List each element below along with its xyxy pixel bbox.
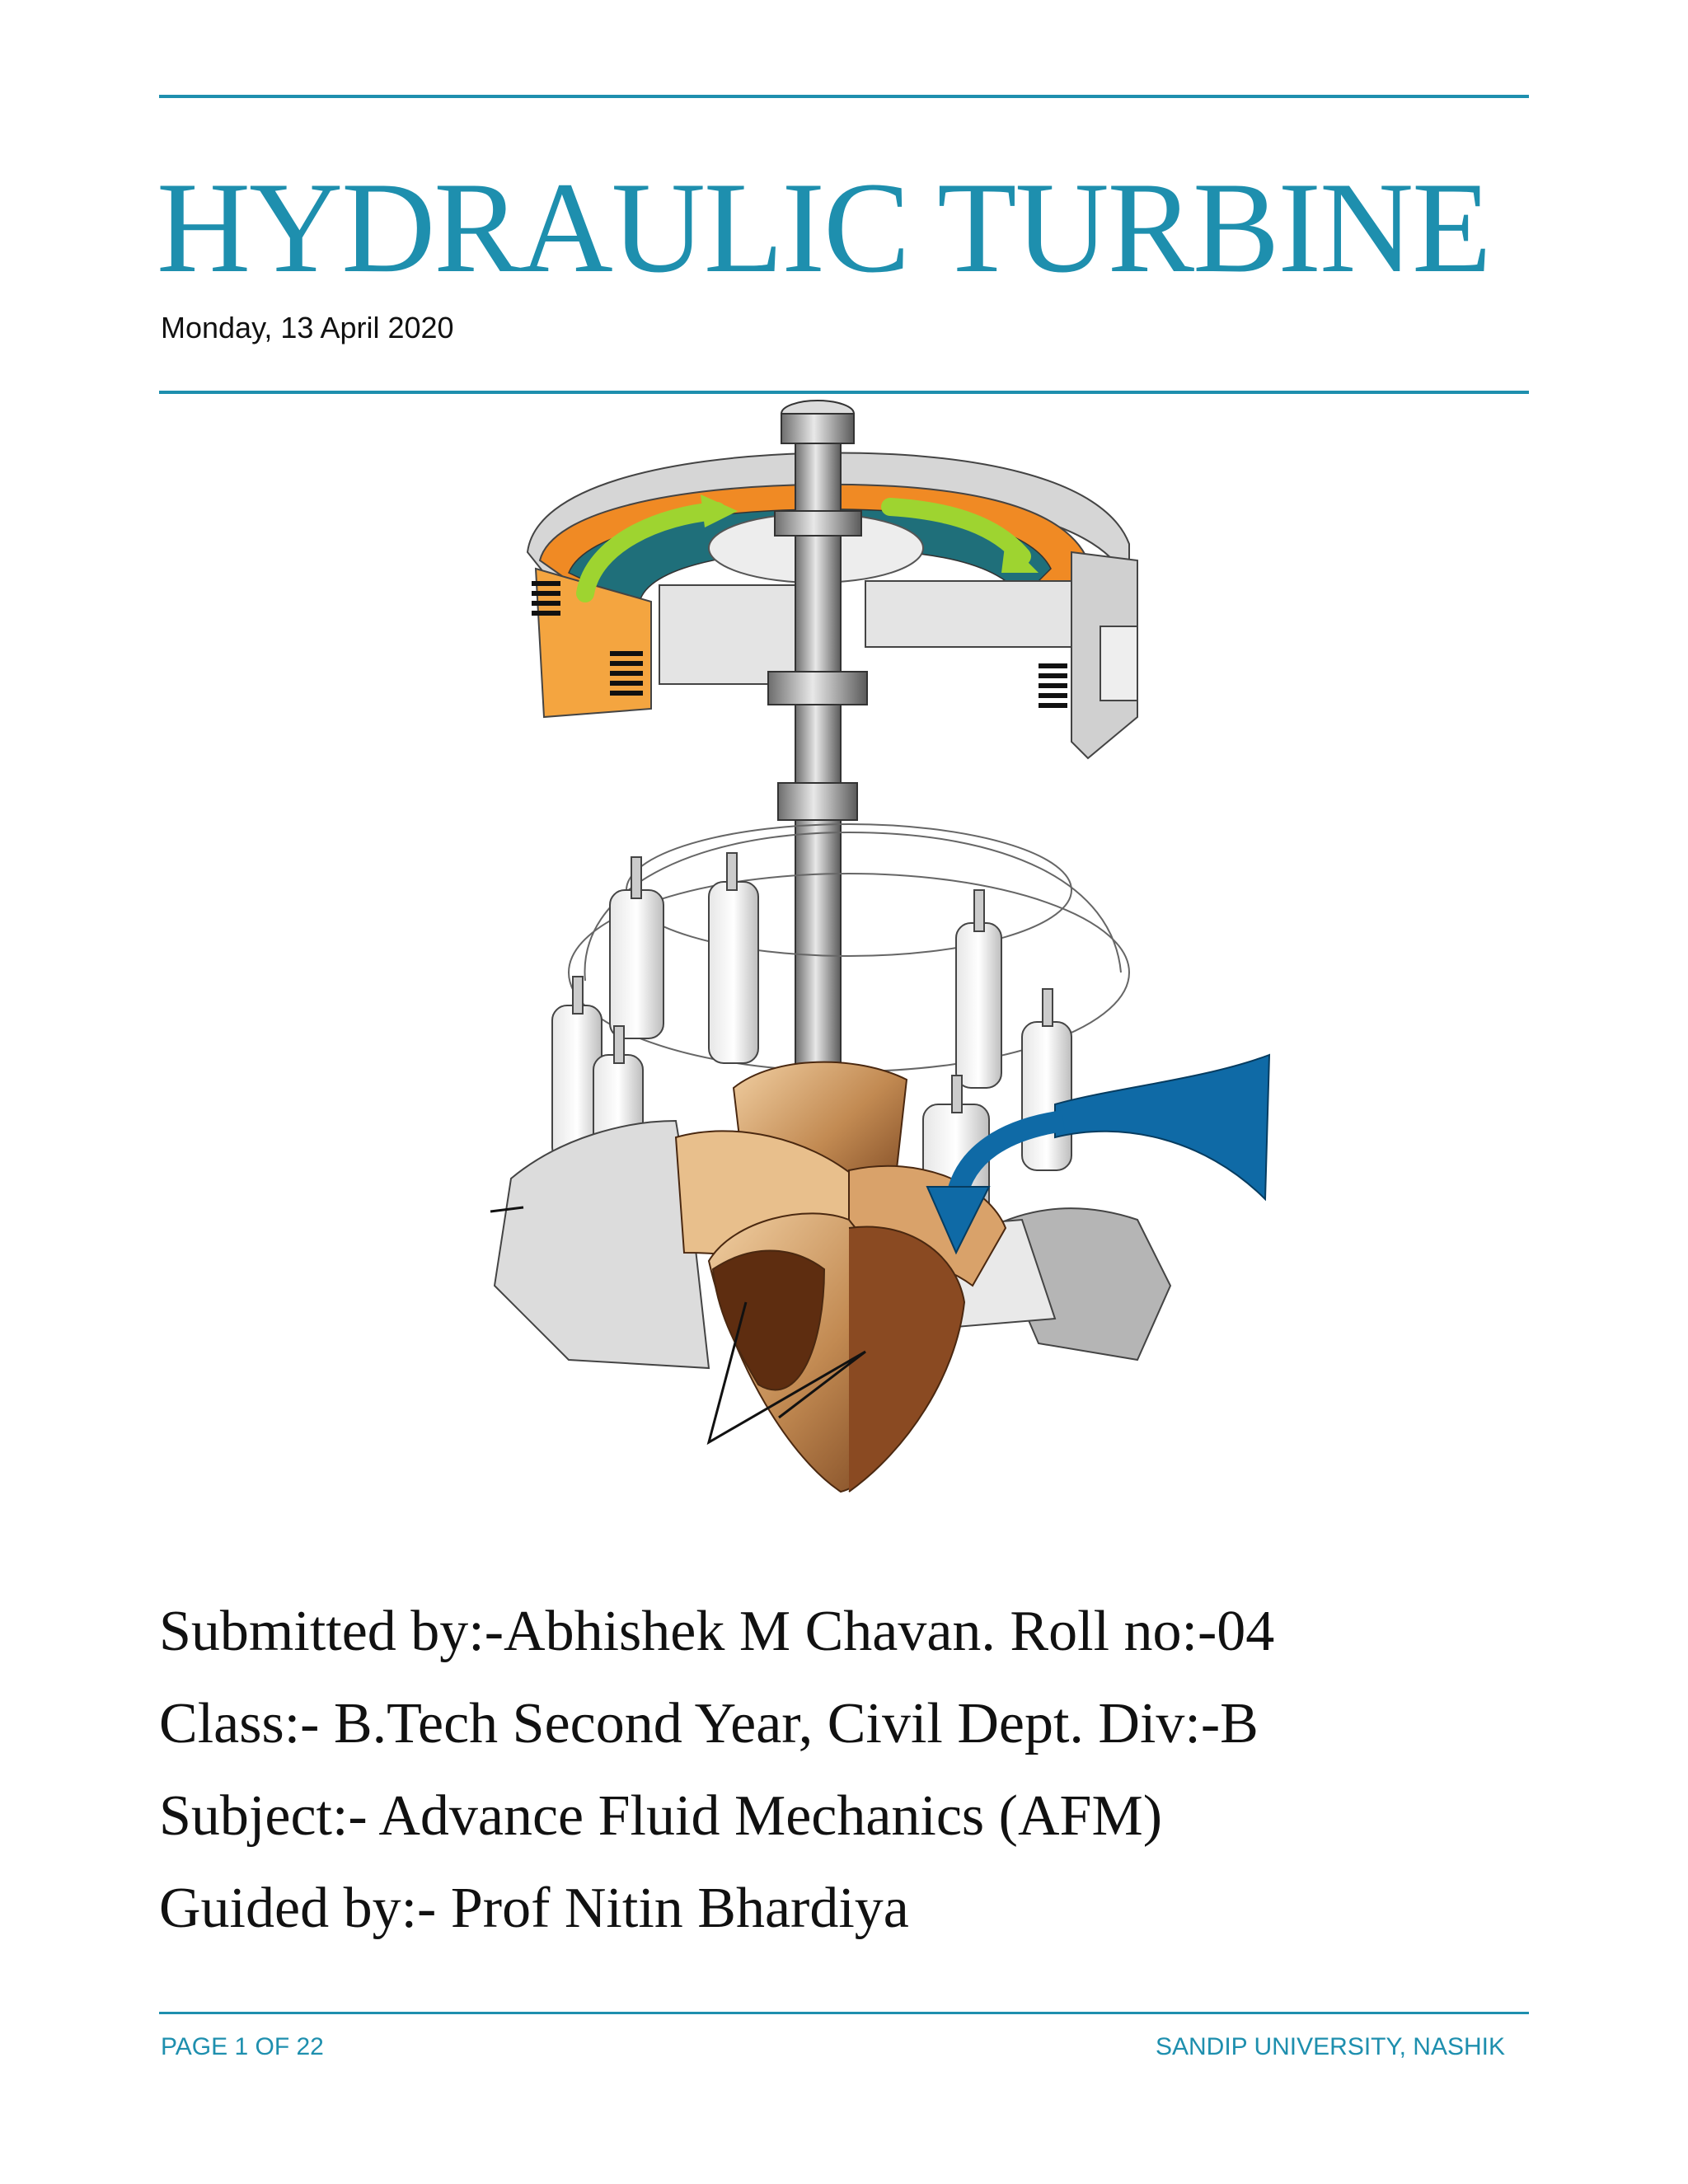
top-rule: [159, 95, 1529, 98]
submitted-by-line: Submitted by:-Abhishek M Chavan. Roll no:-04: [159, 1600, 1275, 1663]
page-title: HYDRAULIC TURBINE: [157, 156, 1490, 300]
page-number: PAGE 1 OF 22: [161, 2033, 324, 2060]
header-rule: [159, 391, 1529, 394]
institution-name: SANDIP UNIVERSITY, NASHIK: [1155, 2033, 1505, 2060]
class-line: Class:- B.Tech Second Year, Civil Dept. Div:-B: [159, 1692, 1259, 1755]
guided-by-line: Guided by:- Prof Nitin Bhardiya: [159, 1877, 909, 1940]
turbine-illustration: [462, 396, 1286, 1533]
footer-rule: [159, 2012, 1529, 2014]
turbine-shaft: [768, 401, 867, 1137]
date-label: Monday, 13 April 2020: [161, 311, 454, 344]
subject-line: Subject:- Advance Fluid Mechanics (AFM): [159, 1784, 1163, 1848]
